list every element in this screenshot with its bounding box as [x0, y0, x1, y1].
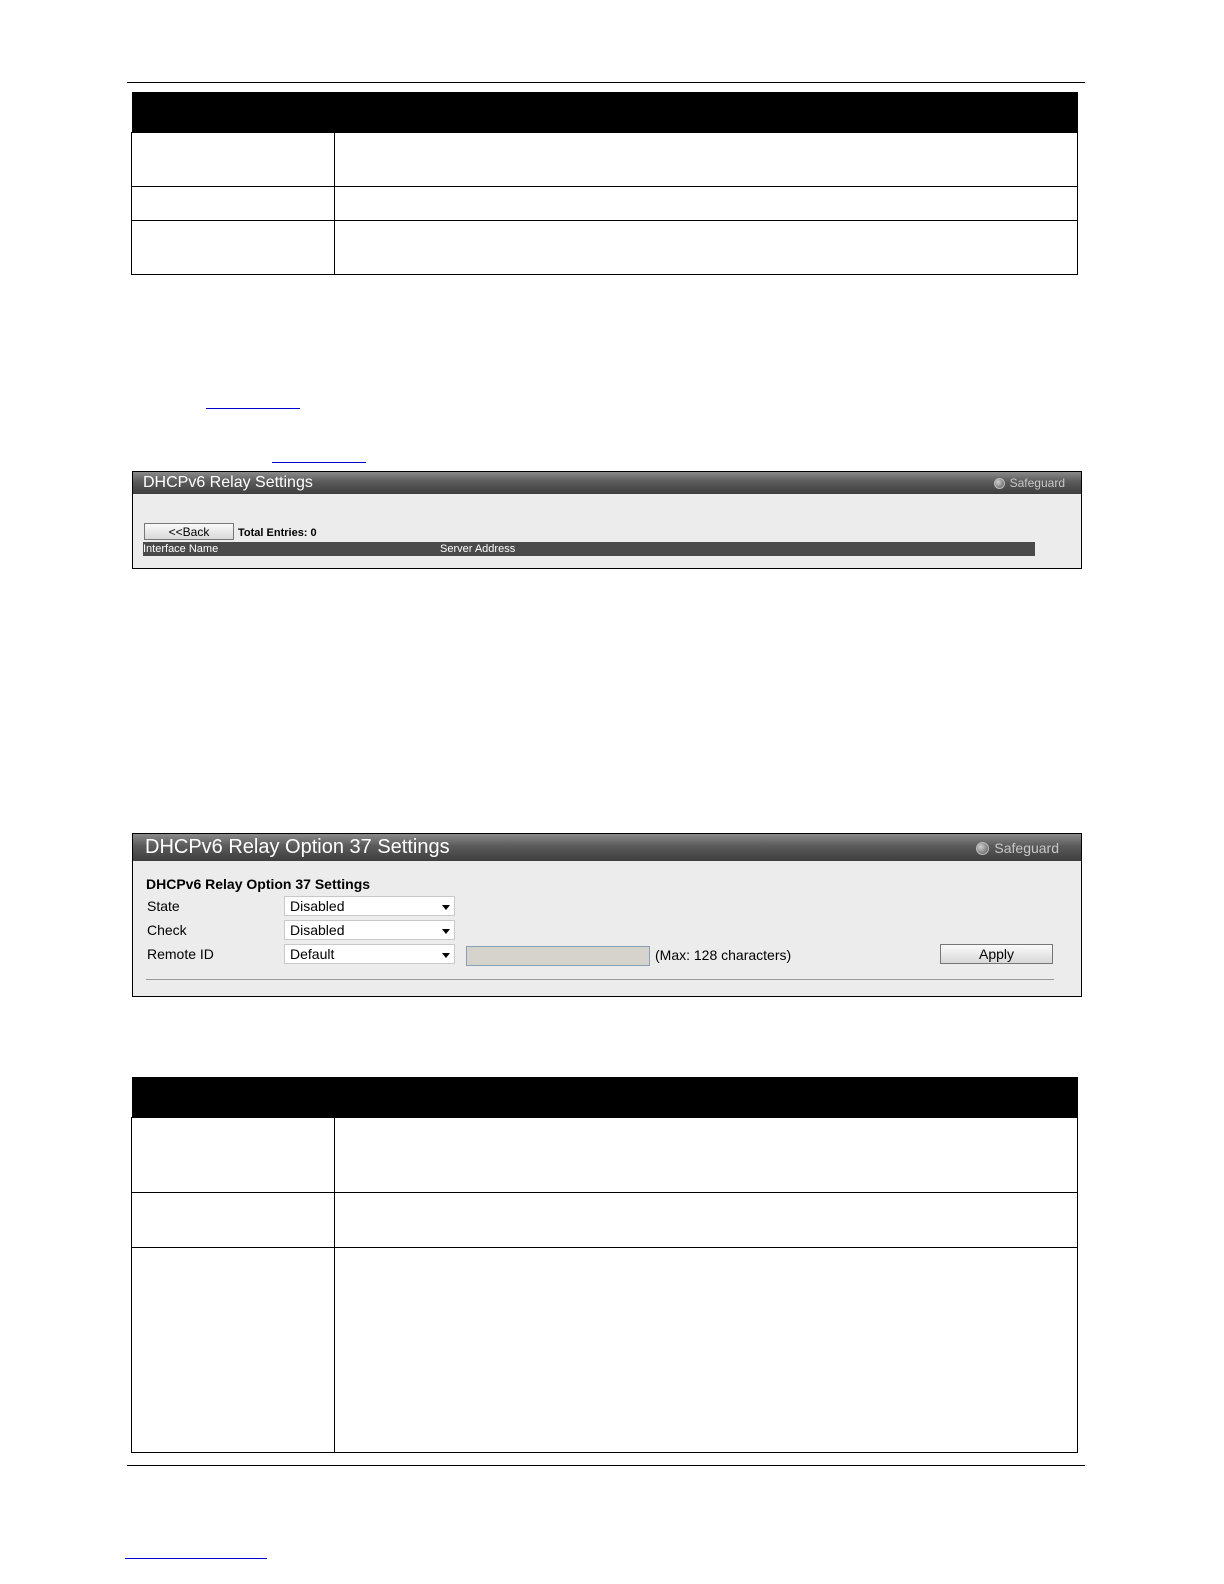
parameter-cell	[132, 1193, 335, 1248]
column-server-address: Server Address	[440, 543, 516, 555]
safeguard-label: Safeguard	[994, 840, 1059, 856]
option37-panel	[132, 833, 1082, 997]
state-select[interactable]	[284, 896, 455, 916]
safeguard-icon	[976, 842, 989, 855]
table-header-row	[143, 542, 1035, 556]
header-rule	[127, 82, 1085, 83]
section-title: DHCPv6 Relay Option 37 Settings	[146, 876, 371, 892]
parameter-cell	[132, 221, 335, 275]
chevron-down-icon	[442, 953, 450, 958]
state-value: Disabled	[290, 898, 345, 914]
description-header	[335, 1077, 1078, 1118]
parameter-cell	[132, 133, 335, 187]
safeguard-indicator	[994, 476, 1065, 490]
panel-title-bar	[133, 472, 1081, 494]
column-interface-name: Interface Name	[143, 543, 219, 555]
check-label: Check	[147, 922, 187, 938]
panel-title: DHCPv6 Relay Option 37 Settings	[145, 836, 450, 858]
description-cell	[335, 133, 1078, 187]
link-underline[interactable]	[272, 462, 366, 463]
link-underline[interactable]	[206, 408, 300, 409]
remote-id-label: Remote ID	[147, 946, 214, 962]
remote-id-value: Default	[290, 946, 335, 962]
description-header	[335, 92, 1078, 133]
panel-title-bar	[133, 834, 1081, 861]
description-cell	[335, 1248, 1078, 1453]
safeguard-icon	[994, 478, 1005, 489]
parameter-header	[132, 92, 335, 133]
remote-id-select[interactable]	[284, 944, 455, 964]
description-cell	[335, 1193, 1078, 1248]
total-entries: Total Entries: 0	[238, 527, 317, 539]
check-value: Disabled	[290, 922, 345, 938]
max-characters-hint: (Max: 128 characters)	[655, 947, 792, 963]
footer-link-underline[interactable]	[125, 1558, 267, 1559]
check-select[interactable]	[284, 920, 455, 940]
description-cell	[335, 187, 1078, 221]
remote-id-input[interactable]	[466, 946, 650, 966]
parameter-cell	[132, 1118, 335, 1193]
back-button[interactable]: <<Back	[144, 523, 234, 540]
chevron-down-icon	[442, 905, 450, 910]
relay-settings-panel	[132, 471, 1082, 569]
apply-button[interactable]: Apply	[940, 944, 1053, 964]
parameter-table-bottom	[131, 1077, 1078, 1453]
parameter-cell	[132, 187, 335, 221]
parameter-header	[132, 1077, 335, 1118]
safeguard-label: Safeguard	[1009, 476, 1065, 490]
divider	[146, 979, 1054, 980]
description-cell	[335, 221, 1078, 275]
chevron-down-icon	[442, 929, 450, 934]
safeguard-indicator	[976, 840, 1059, 856]
footer-rule	[127, 1465, 1085, 1466]
parameter-table-top	[131, 92, 1078, 275]
parameter-cell	[132, 1248, 335, 1453]
state-label: State	[147, 898, 180, 914]
panel-title: DHCPv6 Relay Settings	[143, 474, 313, 491]
description-cell	[335, 1118, 1078, 1193]
